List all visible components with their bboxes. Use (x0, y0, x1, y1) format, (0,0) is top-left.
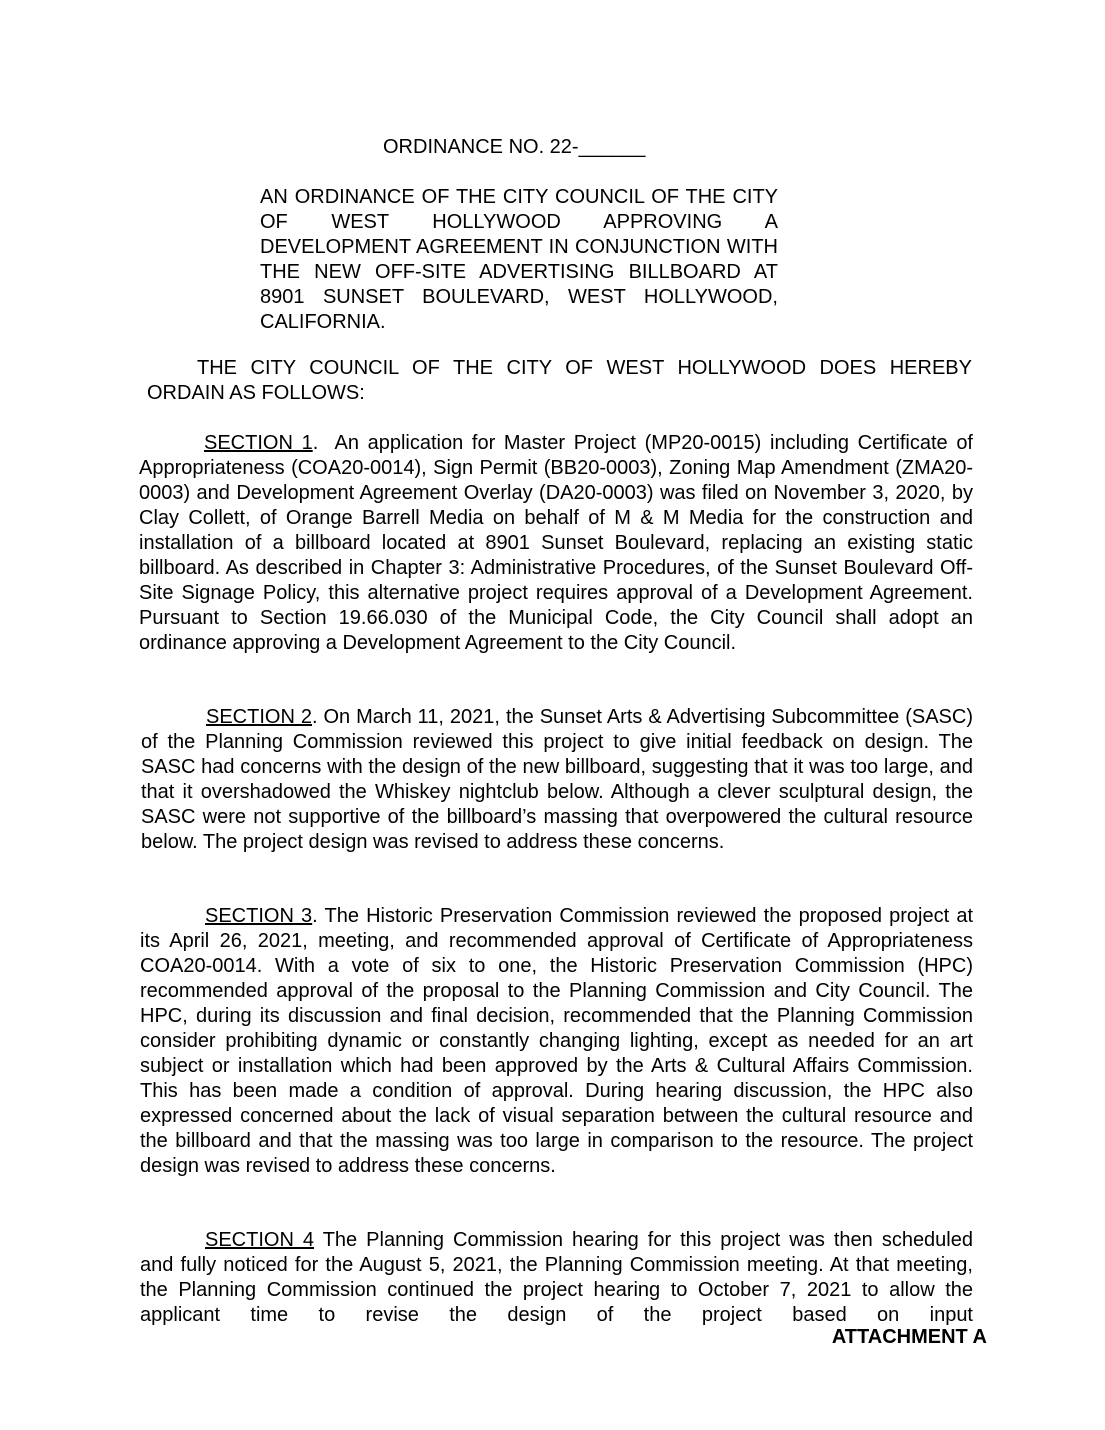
section-2-label: SECTION 2 (206, 706, 312, 728)
section-4-label: SECTION 4 (205, 1229, 315, 1251)
attachment-label: ATTACHMENT A (831, 1326, 987, 1348)
section-2-paragraph (141, 705, 973, 855)
section-3-paragraph (140, 904, 973, 1179)
section-3-separator: . (312, 905, 325, 927)
section-1-separator: . (312, 432, 335, 454)
ordinance-number: ORDINANCE NO. 22-______ (383, 136, 646, 158)
section-3-text: The Historic Preservation Commission reviewed the proposed project at its April 26, 2021, meeting, and recommended approval of Certificate of Appropriateness COA20-0014. With a vote of six to one, the Historic Preservation Commission (HPC) recommended approval of the proposal to the Planning Commission and City Council. The HPC, during its discussion and final decision, recommended that the Planning Commission consider prohibiting dynamic or constantly changing lighting, except as needed for an art subject or installation which had been approved by the Arts & Cultural Affairs Commission. This has been made a condition of approval. During hearing discussion, the HPC also expressed concerned about the lack of visual separation between the cultural resource and the billboard and that the massing was too large in comparison to the resource. The project design was revised to address these concerns. (140, 905, 973, 1177)
section-4-separator (314, 1229, 323, 1251)
ordinance-title: AN ORDINANCE OF THE CITY COUNCIL OF THE CITY OF WEST HOLLYWOOD APPROVING A DEVELOPMENT AGREEMENT IN CONJUNCTION WITH THE NEW OFF-SITE ADVERTISING BILLBOARD AT 8901 SUNSET BOULEVARD, WEST HOLLYWOOD, CALIFORNIA. (260, 186, 778, 333)
section-2-text: On March 11, 2021, the Sunset Arts & Advertising Subcommittee (SASC) of the Planning Commission reviewed this project to give initial feedback on design. The SASC had concerns with the design of the new billboard, suggesting that it was too large, and that it overshadowed the Whiskey nightclub below. Although a clever sculptural design, the SASC were not supportive of the billboard’s massing that overpowered the cultural resource below. The project design was revised to address these concerns. (141, 706, 973, 853)
preamble: THE CITY COUNCIL OF THE CITY OF WEST HOLLYWOOD DOES HEREBY ORDAIN AS FOLLOWS: (147, 357, 972, 404)
section-1-label: SECTION 1 (204, 432, 313, 454)
section-3-label: SECTION 3 (205, 905, 313, 927)
section-1-paragraph (139, 431, 973, 656)
section-4-text: The Planning Commission hearing for this project was then scheduled and fully noticed for the August 5, 2021, the Planning Commission meeting. At that meeting, the Planning Commission continued the project hearing to October 7, 2021 to allow the applicant time to revise the design of the project based on input (140, 1229, 973, 1326)
section-1-text: An application for Master Project (MP20-0015) including Certificate of Appropriateness (COA20-0014), Sign Permit (BB20-0003), Zoning Map Amendment (ZMA20-0003) and Development Agreement Overlay (DA20-0003) was filed on November 3, 2020, by Clay Collett, of Orange Barrell Media on behalf of M & M Media for the construction and installation of a billboard located at 8901 Sunset Boulevard, replacing an existing static billboard. As described in Chapter 3: Administrative Procedures, of the Sunset Boulevard Off-Site Signage Policy, this alternative project requires approval of a Development Agreement. Pursuant to Section 19.66.030 of the Municipal Code, the City Council shall adopt an ordinance approving a Development Agreement to the City Council. (139, 432, 973, 654)
section-4-paragraph (140, 1228, 973, 1328)
section-2-separator: . (311, 706, 324, 728)
